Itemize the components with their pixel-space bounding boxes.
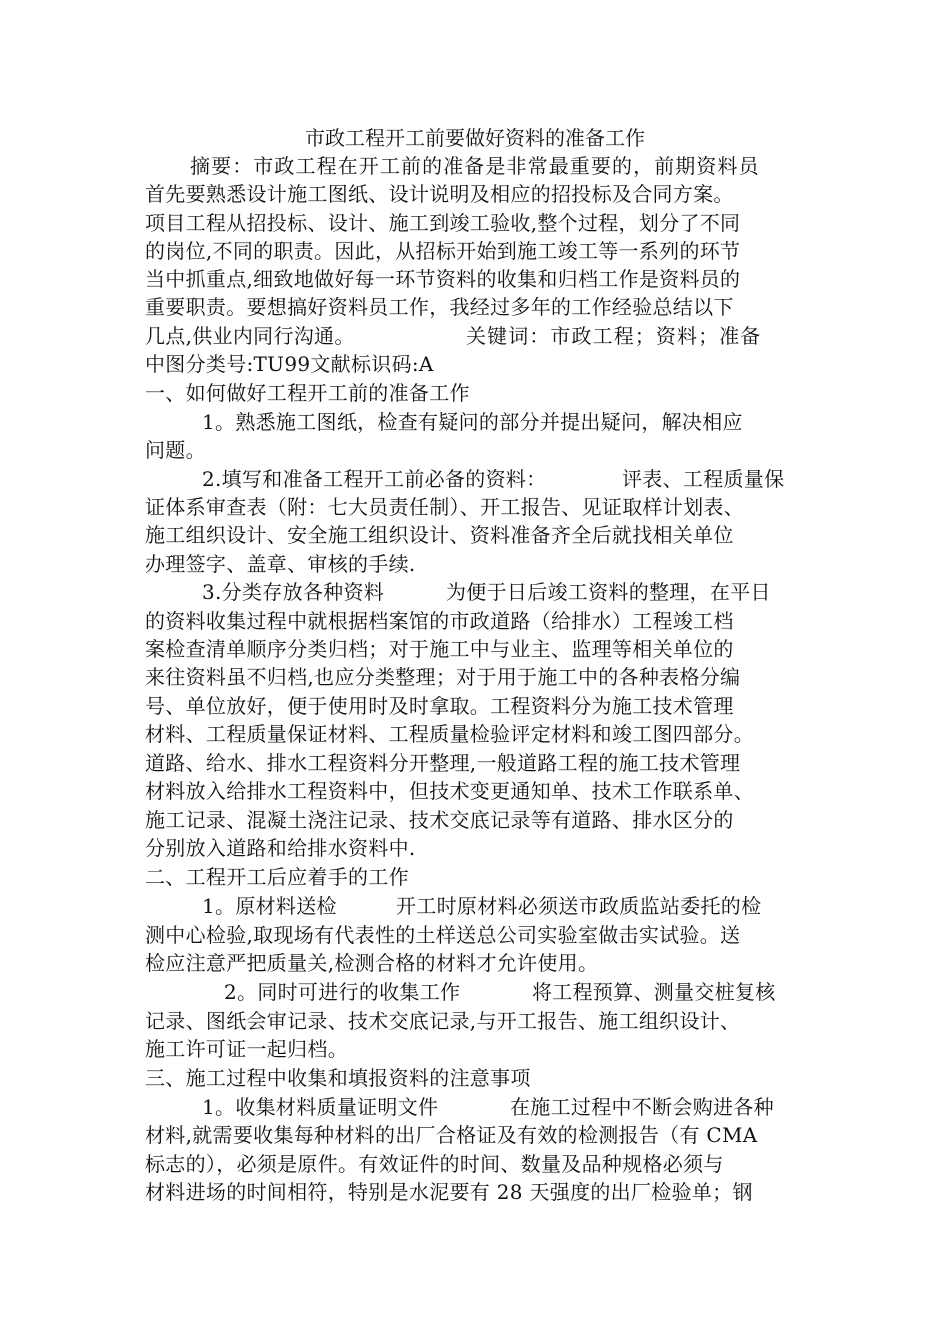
paragraph-1-3-line-3: 案检查清单顺序分类归档；对于施工中与业主、监理等相关单位的 bbox=[145, 637, 734, 661]
paragraph-1-3-line-6: 材料、工程质量保证材料、工程质量检验评定材料和竣工图四部分。 bbox=[145, 722, 754, 746]
paragraph-2-2-line-2: 记录、图纸会审记录、技术交底记录,与开工报告、施工组织设计、 bbox=[145, 1009, 741, 1033]
paragraph-2-1-line-2: 测中心检验,取现场有代表性的土样送总公司实验室做击实试验。送 bbox=[145, 923, 741, 947]
paragraph-1-2-line-2: 证体系审查表（附：七大员责任制）、开工报告、见证取样计划表、 bbox=[145, 495, 744, 519]
abstract-line-6: 重要职责。要想搞好资料员工作，我经过多年的工作经验总结以下 bbox=[145, 295, 734, 319]
paragraph-3-1-line-2: 材料,就需要收集每种材料的出厂合格证及有效的检测报告（有 CMA bbox=[145, 1123, 758, 1147]
paragraph-1-3-line-1b: 为便于日后竣工资料的整理，在平日 bbox=[446, 580, 771, 604]
abstract-line-3: 项目工程从招投标、设计、施工到竣工验收,整个过程，划分了不同 bbox=[145, 211, 741, 235]
paragraph-3-1-line-1b: 在施工过程中不断会购进各种 bbox=[510, 1095, 774, 1119]
paragraph-1-2-line-1b: 评表、工程质量保 bbox=[622, 467, 785, 491]
paragraph-1-3-line-1a: 3.分类存放各种资料 bbox=[202, 580, 385, 604]
paragraph-1-3-line-2: 的资料收集过程中就根据档案馆的市政道路（给排水）工程竣工档 bbox=[145, 609, 734, 633]
paragraph-2-1-line-1b: 开工时原材料必须送市政质监站委托的检 bbox=[396, 894, 762, 918]
paragraph-2-2-line-1b: 将工程预算、测量交桩复核 bbox=[532, 980, 776, 1004]
keywords-line: 关键词：市政工程；资料；准备 bbox=[466, 324, 762, 348]
abstract-line-2: 首先要熟悉设计施工图纸、设计说明及相应的招投标及合同方案。 bbox=[145, 182, 734, 206]
abstract-line-5: 当中抓重点,细致地做好每一环节资料的收集和归档工作是资料员的 bbox=[145, 267, 741, 291]
paragraph-3-1-line-1a: 1。收集材料质量证明文件 bbox=[202, 1095, 439, 1119]
paragraph-1-3-line-5: 号、单位放好，便于使用时及时拿取。工程资料分为施工技术管理 bbox=[145, 694, 734, 718]
paragraph-1-3-line-4: 来往资料虽不归档,也应分类整理；对于用于施工中的各种表格分编 bbox=[145, 665, 741, 689]
paragraph-2-2-line-1a: 2。同时可进行的收集工作 bbox=[224, 980, 461, 1004]
abstract-line-4: 的岗位,不同的职责。因此，从招标开始到施工竣工等一系列的环节 bbox=[145, 239, 741, 263]
paragraph-3-1-line-4: 材料进场的时间相符，特别是水泥要有 28 天强度的出厂检验单；钢 bbox=[145, 1180, 753, 1204]
paragraph-3-1-line-3: 标志的），必须是原件。有效证件的时间、数量及品种规格必须与 bbox=[145, 1152, 724, 1176]
classification-line: 中图分类号:TU99文献标识码:A bbox=[145, 352, 434, 376]
paragraph-1-2-line-1a: 2.填写和准备工程开工前必备的资料： bbox=[202, 467, 547, 491]
paragraph-1-1-line-1: 1。熟悉施工图纸，检查有疑问的部分并提出疑问，解决相应 bbox=[202, 410, 743, 434]
abstract-line-1: 摘要：市政工程在开工前的准备是非常最重要的，前期资料员 bbox=[190, 154, 760, 178]
paragraph-2-2-line-3: 施工许可证一起归档。 bbox=[145, 1037, 348, 1061]
paragraph-1-3-line-10: 分别放入道路和给排水资料中. bbox=[145, 836, 416, 860]
abstract-line-7: 几点,供业内同行沟通。 bbox=[145, 324, 355, 348]
paragraph-1-2-line-4: 办理签字、盖章、审核的手续. bbox=[145, 552, 416, 576]
document-title: 市政工程开工前要做好资料的准备工作 bbox=[305, 126, 645, 150]
paragraph-2-1-line-3: 检应注意严把质量关,检测合格的材料才允许使用。 bbox=[145, 951, 599, 975]
paragraph-1-2-line-3: 施工组织设计、安全施工组织设计、资料准备齐全后就找相关单位 bbox=[145, 523, 734, 547]
paragraph-1-1-line-2: 问题。 bbox=[145, 438, 206, 462]
paragraph-1-3-line-7: 道路、给水、排水工程资料分开整理,一般道路工程的施工技术管理 bbox=[145, 751, 741, 775]
section-heading-2: 二、工程开工后应着手的工作 bbox=[145, 865, 409, 889]
section-heading-1: 一、如何做好工程开工前的准备工作 bbox=[145, 381, 470, 405]
paragraph-2-1-line-1a: 1。原材料送检 bbox=[202, 894, 337, 918]
paragraph-1-3-line-9: 施工记录、混凝土浇注记录、技术交底记录等有道路、排水区分的 bbox=[145, 808, 734, 832]
paragraph-1-3-line-8: 材料放入给排水工程资料中，但技术变更通知单、技术工作联系单、 bbox=[145, 779, 754, 803]
section-heading-3: 三、施工过程中收集和填报资料的注意事项 bbox=[145, 1066, 531, 1090]
